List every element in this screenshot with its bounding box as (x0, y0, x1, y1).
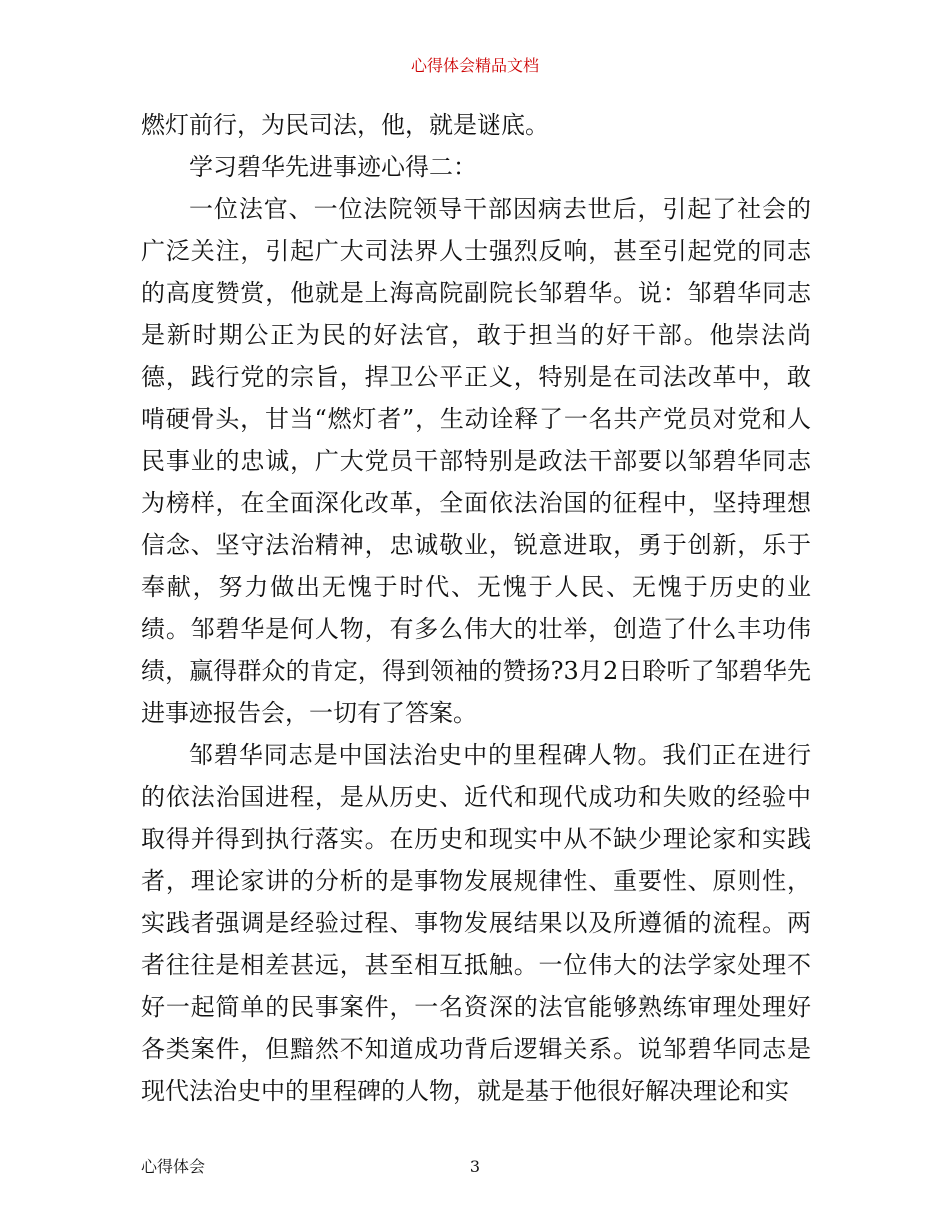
document-body (141, 104, 811, 1112)
paragraph-continuation: 燃灯前行，为民司法，他，就是谜底。 (141, 111, 549, 139)
page-header-title: 心得体会精品文档 (410, 56, 539, 75)
page-number: 3 (469, 1157, 481, 1176)
paragraph: 一位法官、一位法院领导干部因病去世后，引起了社会的广泛关注，引起广大司法界人士强烈反响，甚至引起党的同志的高度赞赏，他就是上海高院副院长邹碧华。说：邹碧华同志是新时期公正为民的好法官，敢于担当的好干部。他崇法尚德，践行党的宗旨，捍卫公平正义，特别是在司法改革中，敢啃硬骨头，甘当“燃灯者”，生动诠释了一名共产党员对党和人民事业的忠诚，广大党员干部特别是政法干部要以邹碧华同志为榜样，在全面深化改革，全面依法治国的征程中，坚持理想信念、坚守法治精神，忠诚敬业，锐意进取，勇于创新，乐于奉献，努力做出无愧于时代、无愧于人民、无愧于历史的业绩。邹碧华是何人物，有多么伟大的壮举，创造了什么丰功伟绩，赢得群众的肯定，得到领袖的赞扬?3月2日聆听了邹碧华先进事迹报告会，一切有了答案。 (141, 195, 811, 727)
section-heading: 学习碧华先进事迹心得二： (189, 153, 477, 181)
footer-label: 心得体会 (141, 1157, 206, 1176)
paragraph: 邹碧华同志是中国法治史中的里程碑人物。我们正在进行的依法治国进程，是从历史、近代和现代成功和失败的经验中取得并得到执行落实。在历史和现实中从不缺少理论家和实践者，理论家讲的分析的是事物发展规律性、重要性、原则性，实践者强调是经验过程、事物发展结果以及所遵循的流程。两者往往是相差甚远，甚至相互抵触。一位伟大的法学家处理不好一起简单的民事案件，一名资深的法官能够熟练审理处理好各类案件，但黯然不知道成功背后逻辑关系。说邹碧华同志是现代法治史中的里程碑的人物，就是基于他很好解决理论和实 (141, 741, 811, 1105)
